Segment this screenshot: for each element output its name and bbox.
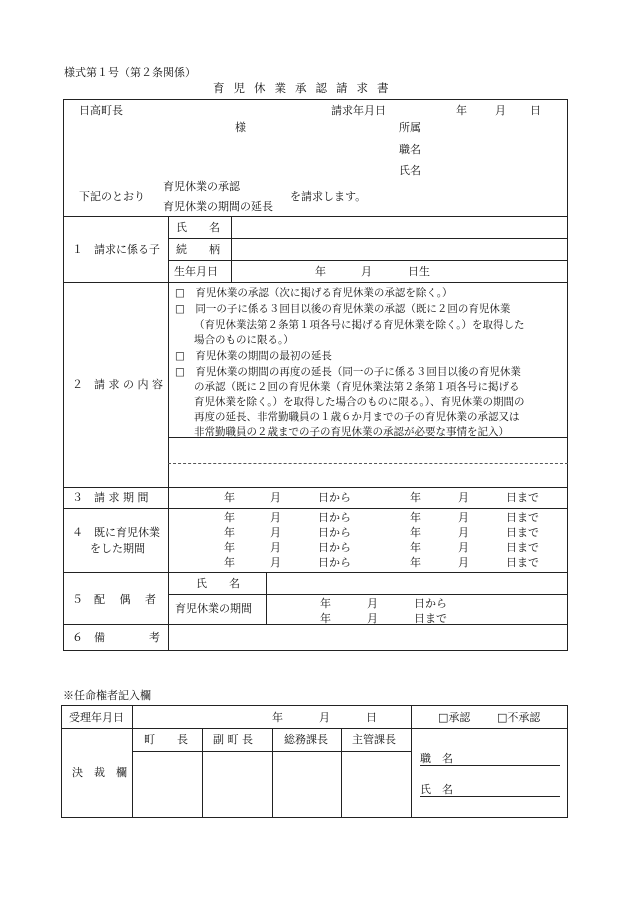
spouse-name-label: 氏 名 xyxy=(196,577,240,590)
spouse-period-day-from: 日から xyxy=(414,597,447,610)
position-label: 職名 xyxy=(399,143,421,156)
birth-month: 月 xyxy=(361,265,372,278)
request-item-3: □ 育児休業の期間の最初の延長 xyxy=(175,350,332,362)
prior-period-day-from: 日から xyxy=(318,541,351,554)
prior-period-month: 月 xyxy=(458,526,469,539)
prior-period-day-from: 日から xyxy=(318,511,351,524)
approve-checkbox[interactable]: □承認 xyxy=(438,711,471,724)
prior-period-day-from: 日から xyxy=(318,556,351,569)
writing-guide-line xyxy=(168,463,568,464)
request-option-extension: 育児休業の期間の延長 xyxy=(163,200,273,213)
period-month: 月 xyxy=(458,491,469,504)
name-label: 氏名 xyxy=(399,164,421,177)
divider xyxy=(63,624,568,625)
spouse-period-label: 育児休業の期間 xyxy=(175,602,252,615)
request-item-2-cont: （育児休業法第２条第１項各号に掲げる育児休業を除く。）を取得した xyxy=(194,319,525,331)
section4-label-line2: をした期間 xyxy=(90,542,145,555)
prior-period-month: 月 xyxy=(270,526,281,539)
divider xyxy=(63,487,568,488)
request-date-label: 請求年月日 xyxy=(331,104,386,117)
section1-label: １ 請求に係る子 xyxy=(72,243,160,256)
divider xyxy=(168,238,568,239)
divider xyxy=(168,437,568,438)
prior-period-day-to: 日まで xyxy=(506,541,539,554)
period-year: 年 xyxy=(224,491,235,504)
divider xyxy=(61,728,568,729)
receipt-year: 年 xyxy=(272,711,283,724)
spouse-period-year: 年 xyxy=(320,597,331,610)
appointer-position-label: 職 名 xyxy=(420,752,453,765)
request-date-day: 日 xyxy=(530,104,541,117)
child-birth-label: 生年月日 xyxy=(174,265,218,278)
prior-period-year: 年 xyxy=(224,511,235,524)
column-divider xyxy=(202,728,203,818)
section5-sub-divider xyxy=(266,572,267,624)
approver-general-affairs: 総務課長 xyxy=(284,733,328,746)
section5-label: ５ 配 偶 者 xyxy=(72,593,156,606)
period-day-to: 日まで xyxy=(506,491,539,504)
prior-period-year: 年 xyxy=(224,541,235,554)
prior-period-day-to: 日まで xyxy=(506,556,539,569)
divider xyxy=(63,572,568,573)
request-item-1: □ 育児休業の承認（次に掲げる育児休業の承認を除く。） xyxy=(175,287,453,299)
prior-period-year: 年 xyxy=(410,511,421,524)
addressee: 日高町長 xyxy=(79,104,123,117)
appointer-heading: ※任命権者記入欄 xyxy=(63,689,151,702)
request-date-month: 月 xyxy=(495,104,506,117)
form-title: 育児休業承認請求書 xyxy=(213,81,398,95)
approver-deputy-mayor: 副 町 長 xyxy=(213,733,253,746)
request-item-4-cont: の承認（既に２回の育児休業（育児休業法第２条第１項各号に掲げる xyxy=(194,381,520,393)
child-name-label: 氏 名 xyxy=(176,221,220,234)
period-year: 年 xyxy=(410,491,421,504)
prior-period-month: 月 xyxy=(458,541,469,554)
approver-department-head: 主管課長 xyxy=(352,733,396,746)
period-month: 月 xyxy=(270,491,281,504)
request-option-approval: 育児休業の承認 xyxy=(163,180,240,193)
prior-period-month: 月 xyxy=(270,556,281,569)
receipt-date-label: 受理年月日 xyxy=(69,711,124,724)
request-item-4: □ 育児休業の期間の再度の延長（同一の子に係る３回目以後の育児休業 xyxy=(175,366,521,378)
receipt-day: 日 xyxy=(366,711,377,724)
prior-period-year: 年 xyxy=(410,556,421,569)
disapprove-checkbox[interactable]: □不承認 xyxy=(497,711,541,724)
prior-period-day-to: 日まで xyxy=(506,511,539,524)
section1-sub-divider xyxy=(231,216,232,282)
spouse-period-month: 月 xyxy=(367,612,378,625)
decision-label: 決 裁 欄 xyxy=(72,766,127,779)
request-date-year: 年 xyxy=(456,104,467,117)
section2-label: ２ 請 求 の 内 容 xyxy=(72,378,163,391)
spouse-period-day-to: 日まで xyxy=(414,612,447,625)
spouse-period-month: 月 xyxy=(367,597,378,610)
column-divider xyxy=(132,705,133,818)
prior-period-year: 年 xyxy=(410,541,421,554)
request-item-4-cont: 育児休業を除く。）を取得した場合のものに限る。）、育児休業の期間の xyxy=(194,396,525,408)
spouse-period-year: 年 xyxy=(320,612,331,625)
column-divider xyxy=(341,728,342,818)
divider xyxy=(168,594,568,595)
prior-period-month: 月 xyxy=(270,511,281,524)
birth-year: 年 xyxy=(315,265,326,278)
receipt-month: 月 xyxy=(319,711,330,724)
period-day-from: 日から xyxy=(318,491,351,504)
prior-period-month: 月 xyxy=(270,541,281,554)
prior-period-year: 年 xyxy=(224,556,235,569)
prior-period-month: 月 xyxy=(458,556,469,569)
birth-day: 日生 xyxy=(408,265,430,278)
position-underline xyxy=(420,765,560,766)
divider xyxy=(63,282,568,283)
request-item-4-cont: 再度の延長、非常勤職員の１歳６か月までの子の育児休業の承認又は xyxy=(194,411,520,423)
appointer-name-label: 氏 名 xyxy=(420,783,453,796)
divider xyxy=(168,260,568,261)
section6-label: ６ 備 考 xyxy=(72,631,160,644)
divider xyxy=(63,508,568,509)
name-underline xyxy=(420,796,560,797)
request-prefix: 下記のとおり xyxy=(79,190,145,203)
form-number: 様式第１号（第２条関係） xyxy=(64,66,196,79)
column-divider xyxy=(411,705,412,818)
appointer-table xyxy=(61,705,568,818)
section3-label: ３ 請 求 期 間 xyxy=(72,491,149,504)
request-item-4-cont: 非常勤職員の２歳までの子の育児休業の承認が必要な事情を記入） xyxy=(194,426,509,438)
column-divider xyxy=(272,728,273,818)
child-relation-label: 続 柄 xyxy=(176,243,220,256)
approver-mayor: 町 長 xyxy=(144,733,188,746)
prior-period-day-from: 日から xyxy=(318,526,351,539)
request-suffix: を請求します。 xyxy=(290,190,367,203)
prior-period-year: 年 xyxy=(224,526,235,539)
divider xyxy=(63,216,568,217)
affiliation-label: 所属 xyxy=(399,121,421,134)
request-item-2-cont: 場合のものに限る。） xyxy=(194,334,294,346)
prior-period-day-to: 日まで xyxy=(506,526,539,539)
prior-period-year: 年 xyxy=(410,526,421,539)
prior-period-month: 月 xyxy=(458,511,469,524)
section4-label-line1: ４ 既に育児休業 xyxy=(72,526,160,539)
addressee-honorific: 様 xyxy=(235,121,246,134)
request-item-2: □ 同一の子に係る３回目以後の育児休業の承認（既に２回の育児休業 xyxy=(175,303,511,315)
